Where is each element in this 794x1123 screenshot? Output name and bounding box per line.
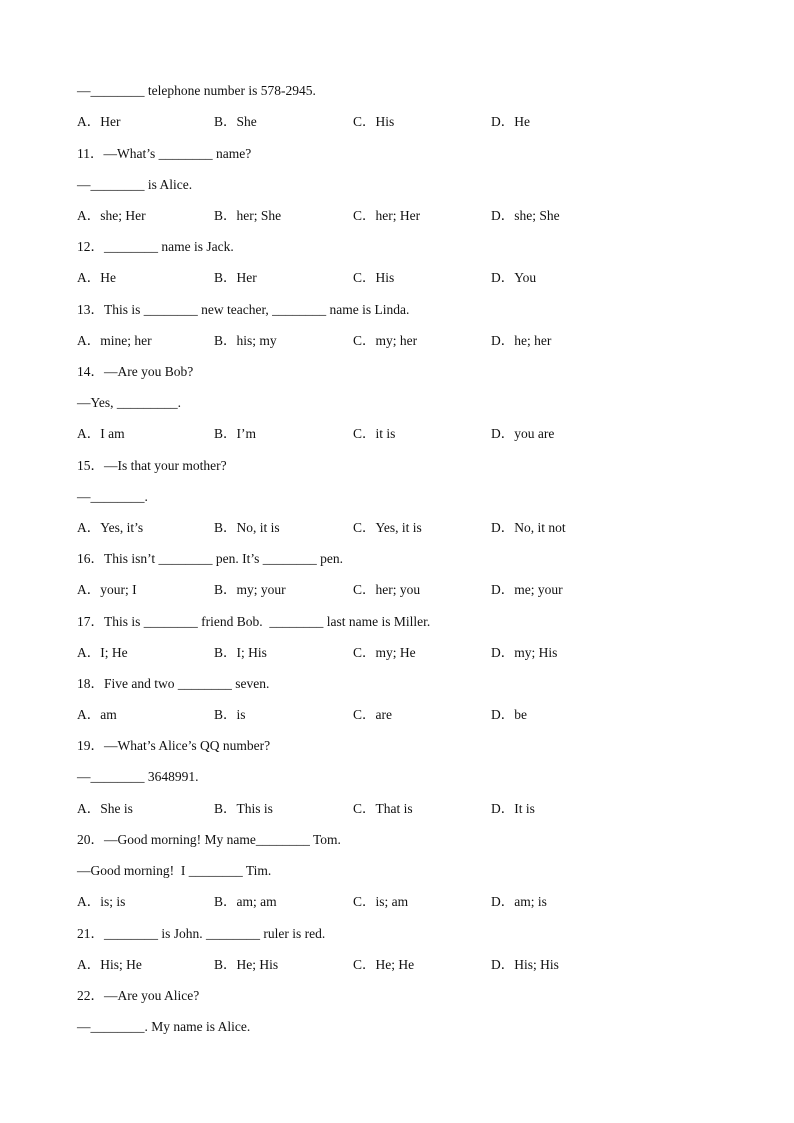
question-22-line-2: —________. My name is Alice. <box>77 1019 251 1034</box>
question-15-line-1: 15．—Is that your mother? <box>77 458 227 473</box>
question-16-option-b: B．my; your <box>214 582 286 597</box>
question-11-option-d: D．she; She <box>491 208 560 223</box>
question-22-line-1: 22．—Are you Alice? <box>77 988 200 1003</box>
question-12-option-b: B．Her <box>214 270 257 285</box>
question-13-option-b: B．his; my <box>214 333 277 348</box>
question-12-option-d: D．You <box>491 270 537 285</box>
question-15-option-d: D．No, it not <box>491 520 566 535</box>
question-19-line-1: 19．—What’s Alice’s QQ number? <box>77 738 271 753</box>
question-17-option-b: B．I; His <box>214 645 267 660</box>
question-21-option-d: D．His; His <box>491 957 559 972</box>
question-21-option-b: B．He; His <box>214 957 279 972</box>
question-13-option-d: D．he; her <box>491 333 552 348</box>
question-10-option-c: C．His <box>353 114 395 129</box>
question-17-line-1: 17．This is ________ friend Bob. ________ last name is Miller. <box>77 614 431 629</box>
question-20-option-a: A．is; is <box>77 894 126 909</box>
question-20-line-2: —Good morning! I ________ Tim. <box>77 863 272 878</box>
question-17-option-a: A．I; He <box>77 645 128 660</box>
question-20-option-d: D．am; is <box>491 894 547 909</box>
question-11-option-b: B．her; She <box>214 208 282 223</box>
question-11-line-1: 11．—What’s ________ name? <box>77 146 252 161</box>
question-14-option-a: A．I am <box>77 426 125 441</box>
question-11-option-a: A．she; Her <box>77 208 146 223</box>
question-18-option-d: D．be <box>491 707 527 722</box>
question-10-option-d: D．He <box>491 114 530 129</box>
question-14-line-1: 14．—Are you Bob? <box>77 364 194 379</box>
question-21-option-c: C．He; He <box>353 957 415 972</box>
question-20-option-c: C．is; am <box>353 894 409 909</box>
question-18-line-1: 18．Five and two ________ seven. <box>77 676 270 691</box>
question-14-line-2: —Yes, _________. <box>77 395 182 410</box>
question-15-option-a: A．Yes, it’s <box>77 520 144 535</box>
question-18-option-c: C．are <box>353 707 392 722</box>
question-15-option-c: C．Yes, it is <box>353 520 422 535</box>
question-13-option-c: C．my; her <box>353 333 418 348</box>
question-16-option-a: A．your; I <box>77 582 137 597</box>
question-15-line-2: —________. <box>77 489 148 504</box>
question-16-option-c: C．her; you <box>353 582 421 597</box>
question-14-option-c: C．it is <box>353 426 396 441</box>
question-19-option-a: A．She is <box>77 801 133 816</box>
question-12-option-a: A．He <box>77 270 116 285</box>
question-16-line-1: 16．This isn’t ________ pen. It’s ________ pen. <box>77 551 343 566</box>
question-19-option-c: C．That is <box>353 801 413 816</box>
question-11-line-2: —________ is Alice. <box>77 177 193 192</box>
question-17-option-d: D．my; His <box>491 645 558 660</box>
question-21-option-a: A．His; He <box>77 957 142 972</box>
question-12-option-c: C．His <box>353 270 395 285</box>
question-20-line-1: 20．—Good morning! My name________ Tom. <box>77 832 341 847</box>
question-15-option-b: B．No, it is <box>214 520 280 535</box>
question-19-option-d: D．It is <box>491 801 535 816</box>
question-14-option-b: B．I’m <box>214 426 256 441</box>
question-19-line-2: —________ 3648991. <box>77 769 199 784</box>
question-14-option-d: D．you are <box>491 426 555 441</box>
question-13-line-1: 13．This is ________ new teacher, ________ name is Linda. <box>77 302 410 317</box>
question-19-option-b: B．This is <box>214 801 273 816</box>
question-10-line-1: —________ telephone number is 578-2945. <box>77 83 316 98</box>
question-12-line-1: 12．________ name is Jack. <box>77 239 234 254</box>
question-18-option-b: B．is <box>214 707 246 722</box>
question-21-line-1: 21．________ is John. ________ ruler is red. <box>77 926 326 941</box>
question-13-option-a: A．mine; her <box>77 333 152 348</box>
question-10-option-b: B．She <box>214 114 257 129</box>
question-20-option-b: B．am; am <box>214 894 277 909</box>
question-17-option-c: C．my; He <box>353 645 416 660</box>
question-11-option-c: C．her; Her <box>353 208 421 223</box>
question-10-option-a: A．Her <box>77 114 121 129</box>
question-16-option-d: D．me; your <box>491 582 563 597</box>
question-18-option-a: A．am <box>77 707 117 722</box>
